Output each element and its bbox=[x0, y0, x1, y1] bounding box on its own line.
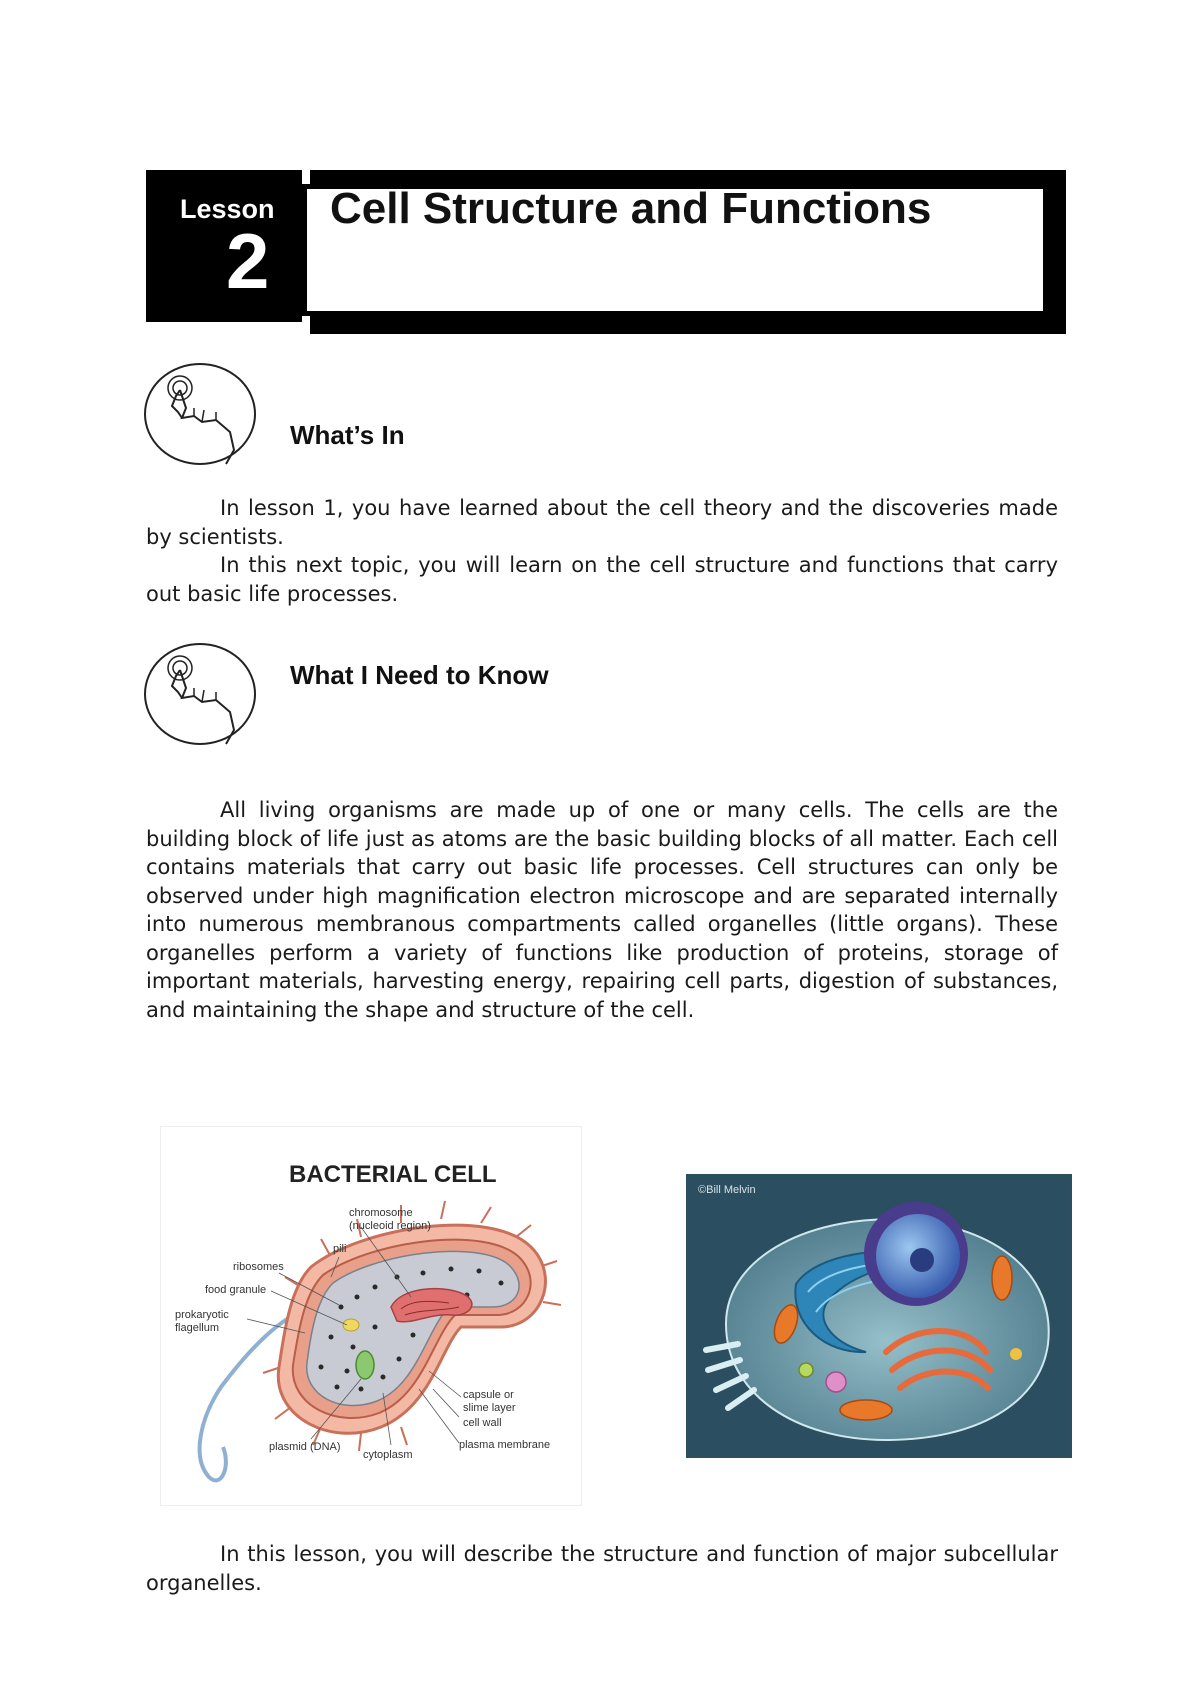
label-plasmid: plasmid (DNA) bbox=[269, 1441, 341, 1453]
bacterial-cell-title: BACTERIAL CELL bbox=[289, 1161, 497, 1188]
pointing-hand-icon bbox=[142, 360, 260, 468]
label-pili: pili bbox=[333, 1243, 347, 1255]
label-flagellum: flagellum bbox=[175, 1322, 220, 1334]
what-i-need-to-know-paragraph: All living organisms are made up of one or many cells. The cells are the building block of life just as atoms are the basic building blocks of all matter. Each cell contains materials that carry out basic life processes. Cell structures can only be observed under high magnification electron microscope and are separated internally into numerous membranous compartments called organelles (little organs). These organelles perform a variety of functions like production of proteins, storage of important materials, harvesting energy, repairing cell parts, digestion of substances, and maintaining the shape and structure of the cell. bbox=[146, 798, 1058, 1022]
label-slime-layer: slime layer bbox=[463, 1402, 516, 1414]
lesson-label: Lesson bbox=[180, 194, 275, 224]
label-nucleoid: (nucleoid region) bbox=[349, 1220, 431, 1232]
what-i-need-to-know-heading: What I Need to Know bbox=[290, 660, 549, 690]
eukaryotic-cell-figure bbox=[686, 1174, 1072, 1458]
whats-in-heading: What’s In bbox=[290, 420, 405, 450]
label-cytoplasm: cytoplasm bbox=[363, 1449, 413, 1461]
image-credit: ©Bill Melvin bbox=[698, 1184, 756, 1196]
whats-in-paragraph-1: In lesson 1, you have learned about the cell theory and the discoveries made by scientists. bbox=[146, 496, 1058, 549]
label-chromosome: chromosome bbox=[349, 1207, 413, 1219]
bacterial-cell-figure bbox=[160, 1126, 582, 1506]
lesson-number: 2 bbox=[226, 217, 270, 305]
whats-in-paragraph-2: In this next topic, you will learn on the cell structure and functions that carry out basic life processes. bbox=[146, 553, 1058, 606]
page-title: Cell Structure and Functions bbox=[330, 184, 932, 233]
whats-in-text bbox=[146, 494, 1058, 608]
closing-paragraph: In this lesson, you will describe the structure and function of major subcellular organelles. bbox=[146, 1542, 1058, 1595]
label-food-granule: food granule bbox=[205, 1284, 267, 1296]
label-plasma-membrane: plasma membrane bbox=[459, 1439, 551, 1451]
lesson-badge bbox=[146, 170, 302, 322]
eukaryotic-cell-illustration bbox=[686, 1174, 1072, 1458]
what-i-need-to-know-text bbox=[146, 796, 1058, 1024]
label-prokaryotic: prokaryotic bbox=[175, 1309, 229, 1321]
closing-text bbox=[146, 1540, 1058, 1597]
label-capsule: capsule or bbox=[463, 1389, 514, 1401]
label-ribosomes: ribosomes bbox=[233, 1261, 284, 1273]
pointing-hand-icon bbox=[142, 640, 260, 748]
label-cell-wall: cell wall bbox=[463, 1417, 502, 1429]
